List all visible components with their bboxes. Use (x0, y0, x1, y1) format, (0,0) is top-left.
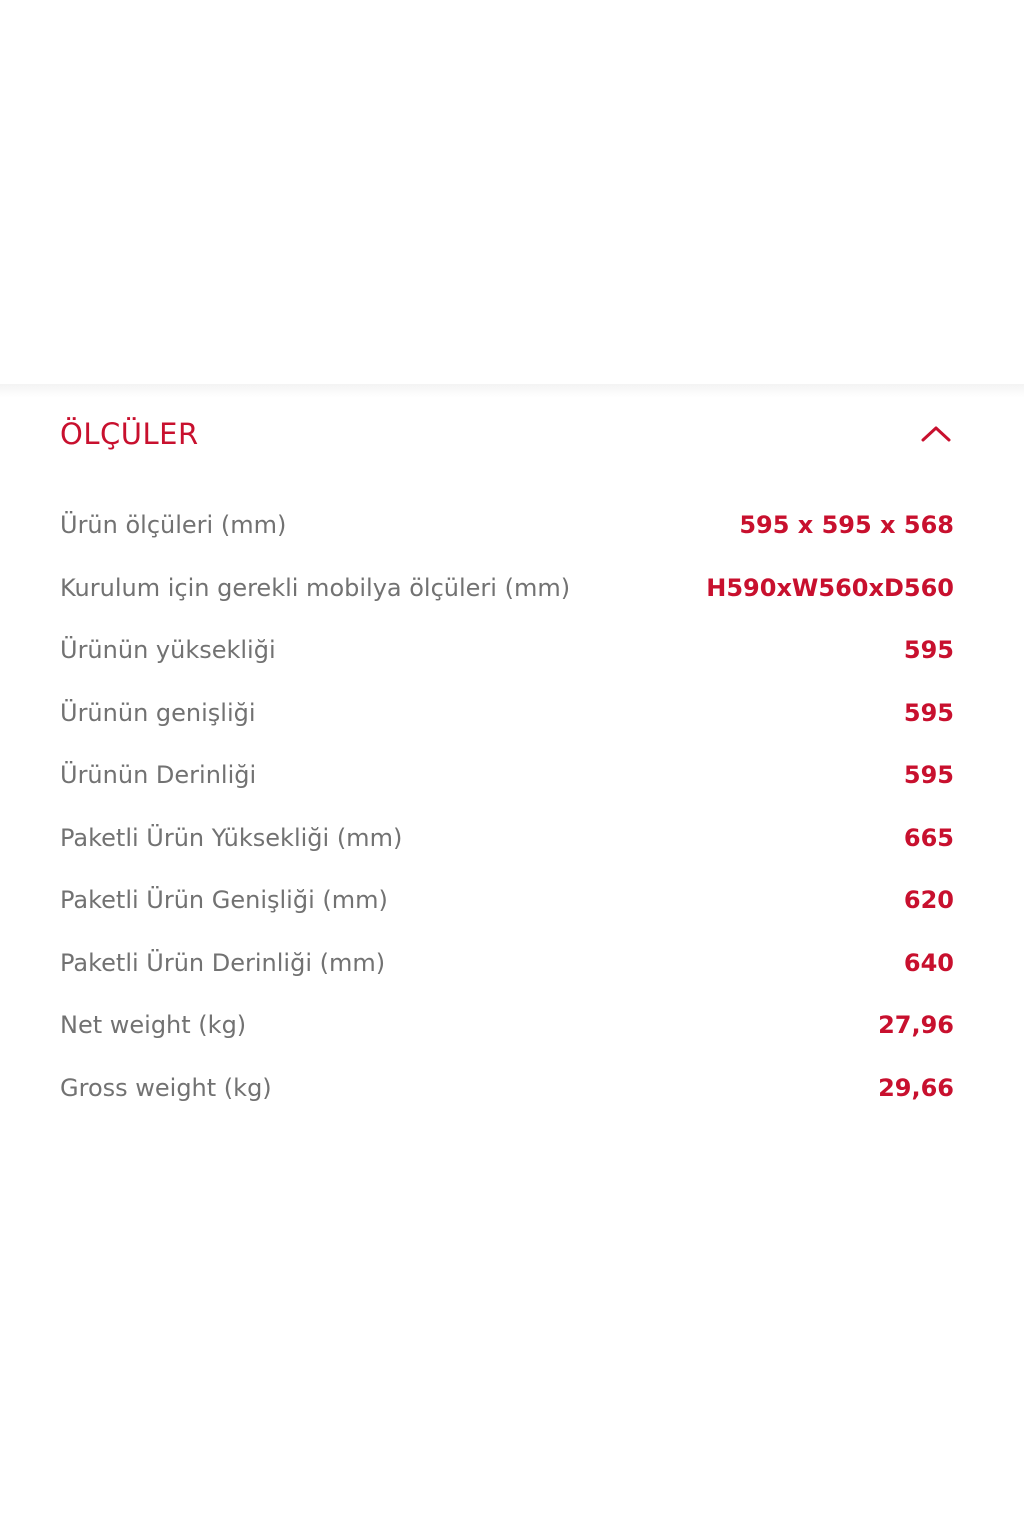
spec-value: 595 (903, 761, 954, 790)
spec-label: Ürün ölçüleri (mm) (60, 511, 287, 540)
spec-value: 595 x 595 x 568 (739, 511, 954, 540)
section-divider (0, 384, 1024, 398)
spec-value: H590xW560xD560 (706, 573, 954, 602)
spec-row (60, 807, 954, 870)
spec-row (60, 1057, 954, 1120)
spec-row (60, 494, 954, 557)
dimensions-accordion-header[interactable] (60, 414, 954, 454)
spec-label: Ürünün yüksekliği (60, 636, 276, 665)
spec-label: Paketli Ürün Genişliği (mm) (60, 886, 388, 915)
spec-value: 640 (903, 948, 954, 977)
spec-value: 665 (903, 823, 954, 852)
spec-label: Ürünün genişliği (60, 698, 256, 727)
spec-label: Kurulum için gerekli mobilya ölçüleri (mm) (60, 573, 571, 602)
spec-label: Paketli Ürün Derinliği (mm) (60, 948, 386, 977)
spec-row (60, 744, 954, 807)
spec-value: 29,66 (878, 1073, 954, 1102)
spec-value: 595 (903, 698, 954, 727)
spec-row (60, 869, 954, 932)
spec-value: 595 (903, 636, 954, 665)
spec-label: Paketli Ürün Yüksekliği (mm) (60, 823, 403, 852)
spec-label: Ürünün Derinliği (60, 761, 257, 790)
chevron-up-icon[interactable] (918, 418, 954, 448)
spec-row (60, 557, 954, 620)
spec-row (60, 932, 954, 995)
spec-value: 620 (903, 886, 954, 915)
blank-area (0, 0, 1024, 384)
spec-row (60, 682, 954, 745)
spec-value: 27,96 (878, 1011, 954, 1040)
spec-label: Gross weight (kg) (60, 1073, 272, 1102)
section-title: ÖLÇÜLER (60, 417, 199, 451)
spec-list (60, 494, 954, 1119)
spec-row (60, 619, 954, 682)
spec-row (60, 994, 954, 1057)
spec-label: Net weight (kg) (60, 1011, 247, 1040)
